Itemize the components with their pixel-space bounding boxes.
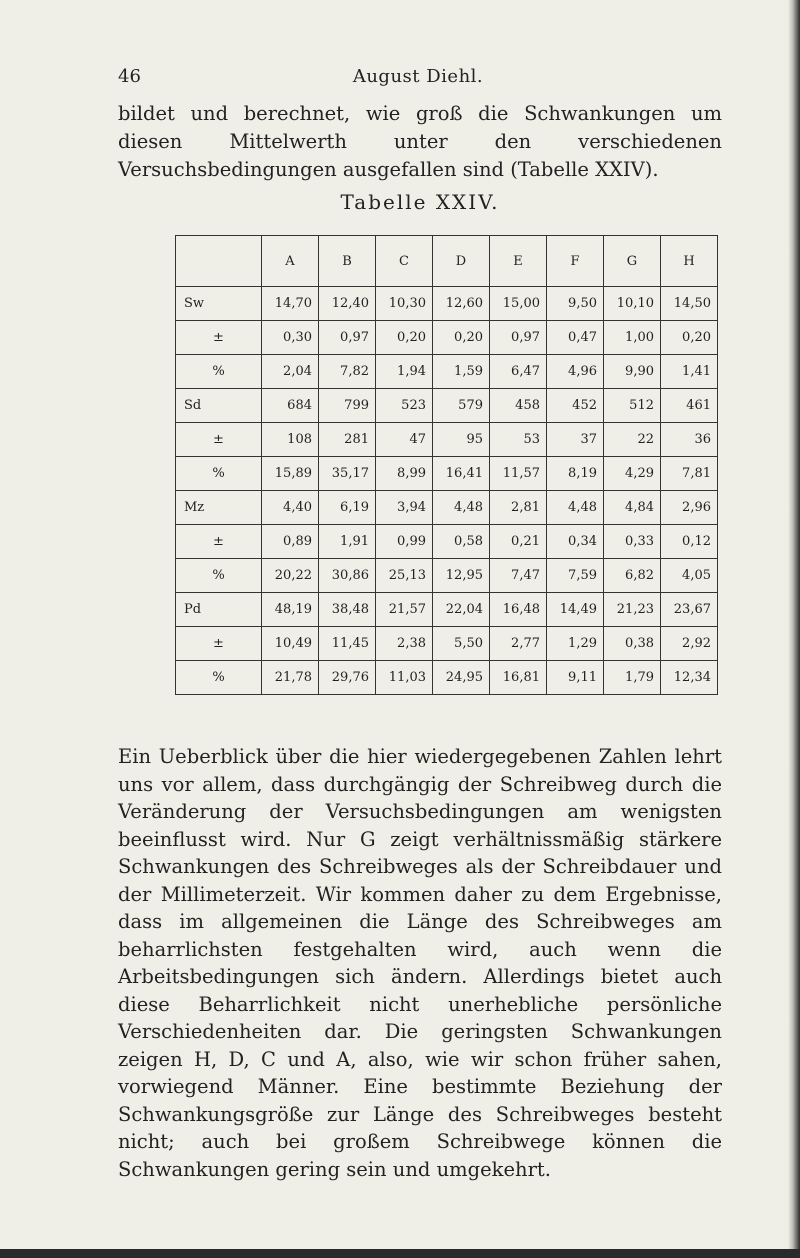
table-cell: 1,59: [433, 355, 490, 389]
row-label: %: [176, 457, 262, 491]
table-cell: 14,70: [262, 287, 319, 321]
table-row: [176, 457, 718, 491]
row-label: %: [176, 559, 262, 593]
row-label: ±: [176, 321, 262, 355]
table-cell: 53: [490, 423, 547, 457]
table-row: [176, 389, 718, 423]
table-cell: 458: [490, 389, 547, 423]
table-row: [176, 661, 718, 695]
table-cell: 1,41: [661, 355, 718, 389]
table-cell: 7,47: [490, 559, 547, 593]
table-cell: 0,12: [661, 525, 718, 559]
table-cell: 21,23: [604, 593, 661, 627]
table-cell: 2,92: [661, 627, 718, 661]
table-cell: 11,57: [490, 457, 547, 491]
table-cell: 4,48: [433, 491, 490, 525]
row-label: %: [176, 355, 262, 389]
table-cell: 16,48: [490, 593, 547, 627]
column-header-a: A: [262, 236, 319, 287]
table-cell: 14,49: [547, 593, 604, 627]
table-corner-cell: [176, 236, 262, 287]
table-cell: 12,95: [433, 559, 490, 593]
row-label: Pd: [176, 593, 262, 627]
table-cell: 10,49: [262, 627, 319, 661]
table-cell: 0,38: [604, 627, 661, 661]
table-cell: 0,20: [661, 321, 718, 355]
table-cell: 22: [604, 423, 661, 457]
table-cell: 1,94: [376, 355, 433, 389]
table-cell: 25,13: [376, 559, 433, 593]
table-cell: 36: [661, 423, 718, 457]
table-cell: 9,90: [604, 355, 661, 389]
table-cell: 579: [433, 389, 490, 423]
table-cell: 4,84: [604, 491, 661, 525]
table-row: [176, 559, 718, 593]
table-cell: 12,34: [661, 661, 718, 695]
table-header-row: [176, 236, 718, 287]
table-cell: 2,04: [262, 355, 319, 389]
table-cell: 1,29: [547, 627, 604, 661]
table-cell: 35,17: [319, 457, 376, 491]
table-cell: 5,50: [433, 627, 490, 661]
row-label: ±: [176, 423, 262, 457]
column-header-f: F: [547, 236, 604, 287]
table-cell: 512: [604, 389, 661, 423]
table-cell: 2,96: [661, 491, 718, 525]
table-cell: 0,20: [376, 321, 433, 355]
table-row: [176, 491, 718, 525]
table-cell: 4,29: [604, 457, 661, 491]
table-cell: 4,05: [661, 559, 718, 593]
table-cell: 2,81: [490, 491, 547, 525]
row-label: ±: [176, 627, 262, 661]
table-cell: 30,86: [319, 559, 376, 593]
table-cell: 6,19: [319, 491, 376, 525]
table-cell: 15,00: [490, 287, 547, 321]
table-cell: 523: [376, 389, 433, 423]
column-header-c: C: [376, 236, 433, 287]
table-cell: 0,33: [604, 525, 661, 559]
table-cell: 16,41: [433, 457, 490, 491]
table-cell: 6,47: [490, 355, 547, 389]
table-row: [176, 287, 718, 321]
table-cell: 10,10: [604, 287, 661, 321]
row-label: Sw: [176, 287, 262, 321]
table-cell: 0,21: [490, 525, 547, 559]
row-label: ±: [176, 525, 262, 559]
table-cell: 3,94: [376, 491, 433, 525]
table-cell: 0,97: [490, 321, 547, 355]
table-title: Tabelle XXIV.: [340, 190, 500, 214]
bottom-border: [0, 1249, 800, 1258]
column-header-b: B: [319, 236, 376, 287]
table-row: [176, 321, 718, 355]
body-text: Ein Ueberblick über die hier wiedergegebenen Zahlen lehrt uns vor allem, dass durchgängig der Schreibweg durch die Veränderung der Versuchsbedingungen am wenigsten beeinflusst wird. Nur G zeigt verhältnissmäßig stärkere Schwankungen des Schreibweges als der Schreibdauer und der Millimeterzeit. Wir kommen daher zu dem Ergebnisse, dass im allgemeinen die Länge des Schreibweges am beharrlichsten festgehalten wird, auch wenn die Arbeitsbedingungen sich ändern. Allerdings bietet auch diese Beharrlichkeit nicht unerhebliche persönliche Verschiedenheiten dar. Die geringsten Schwankungen zeigen H, D, C und A, also, wie wir schon früher sahen, vorwiegend Männer. Eine bestimmte Beziehung der Schwankungsgröße zur Länge des Schreibweges besteht nicht; auch bei großem Schreibwege können die Schwankungen gering sein und umgekehrt.: [118, 745, 722, 1181]
table-cell: 2,38: [376, 627, 433, 661]
table-cell: 108: [262, 423, 319, 457]
table-cell: 16,81: [490, 661, 547, 695]
table-cell: 281: [319, 423, 376, 457]
table-row: [176, 593, 718, 627]
table-cell: 95: [433, 423, 490, 457]
data-table-body: [176, 236, 718, 695]
data-table: [175, 235, 718, 695]
table-cell: 7,82: [319, 355, 376, 389]
table-cell: 11,45: [319, 627, 376, 661]
table-cell: 9,11: [547, 661, 604, 695]
table-cell: 0,89: [262, 525, 319, 559]
table-row: [176, 423, 718, 457]
table-cell: 10,30: [376, 287, 433, 321]
page-edge-shadow: [788, 0, 800, 1258]
row-label: Mz: [176, 491, 262, 525]
table-row: [176, 525, 718, 559]
row-label: %: [176, 661, 262, 695]
table-cell: 23,67: [661, 593, 718, 627]
row-label: Sd: [176, 389, 262, 423]
table-cell: 0,47: [547, 321, 604, 355]
intro-paragraph: [118, 100, 722, 184]
table-cell: 21,78: [262, 661, 319, 695]
table-cell: 0,99: [376, 525, 433, 559]
column-header-g: G: [604, 236, 661, 287]
table-cell: 1,00: [604, 321, 661, 355]
table-cell: 29,76: [319, 661, 376, 695]
table-row: [176, 355, 718, 389]
column-header-e: E: [490, 236, 547, 287]
table-cell: 8,19: [547, 457, 604, 491]
table-cell: 2,77: [490, 627, 547, 661]
table-cell: 37: [547, 423, 604, 457]
column-header-h: H: [661, 236, 718, 287]
table-cell: 14,50: [661, 287, 718, 321]
table-cell: 6,82: [604, 559, 661, 593]
table-cell: 7,81: [661, 457, 718, 491]
table-cell: 684: [262, 389, 319, 423]
table-cell: 9,50: [547, 287, 604, 321]
table-cell: 24,95: [433, 661, 490, 695]
table-cell: 4,48: [547, 491, 604, 525]
table-cell: 0,97: [319, 321, 376, 355]
page-number: 46: [118, 66, 141, 87]
table-cell: 47: [376, 423, 433, 457]
table-cell: 4,40: [262, 491, 319, 525]
page-header: [118, 66, 718, 90]
table-cell: 22,04: [433, 593, 490, 627]
table-cell: 0,58: [433, 525, 490, 559]
table-cell: 461: [661, 389, 718, 423]
intro-text: bildet und berechnet, wie groß die Schwankungen um diesen Mittelwerth unter den verschiedenen Versuchsbedingungen ausgefallen sind (Tabelle XXIV).: [118, 102, 722, 181]
table-cell: 21,57: [376, 593, 433, 627]
body-paragraph: [118, 743, 722, 1183]
table-cell: 20,22: [262, 559, 319, 593]
table-cell: 0,34: [547, 525, 604, 559]
table-cell: 1,79: [604, 661, 661, 695]
table-cell: 48,19: [262, 593, 319, 627]
table-cell: 11,03: [376, 661, 433, 695]
table-cell: 12,40: [319, 287, 376, 321]
table-cell: 452: [547, 389, 604, 423]
table-row: [176, 627, 718, 661]
table-cell: 7,59: [547, 559, 604, 593]
column-header-d: D: [433, 236, 490, 287]
table-cell: 4,96: [547, 355, 604, 389]
table-cell: 8,99: [376, 457, 433, 491]
table-cell: 799: [319, 389, 376, 423]
table-cell: 1,91: [319, 525, 376, 559]
table-cell: 15,89: [262, 457, 319, 491]
table-cell: 0,30: [262, 321, 319, 355]
table-cell: 12,60: [433, 287, 490, 321]
table-cell: 38,48: [319, 593, 376, 627]
table-cell: 0,20: [433, 321, 490, 355]
running-title: August Diehl.: [352, 66, 484, 87]
